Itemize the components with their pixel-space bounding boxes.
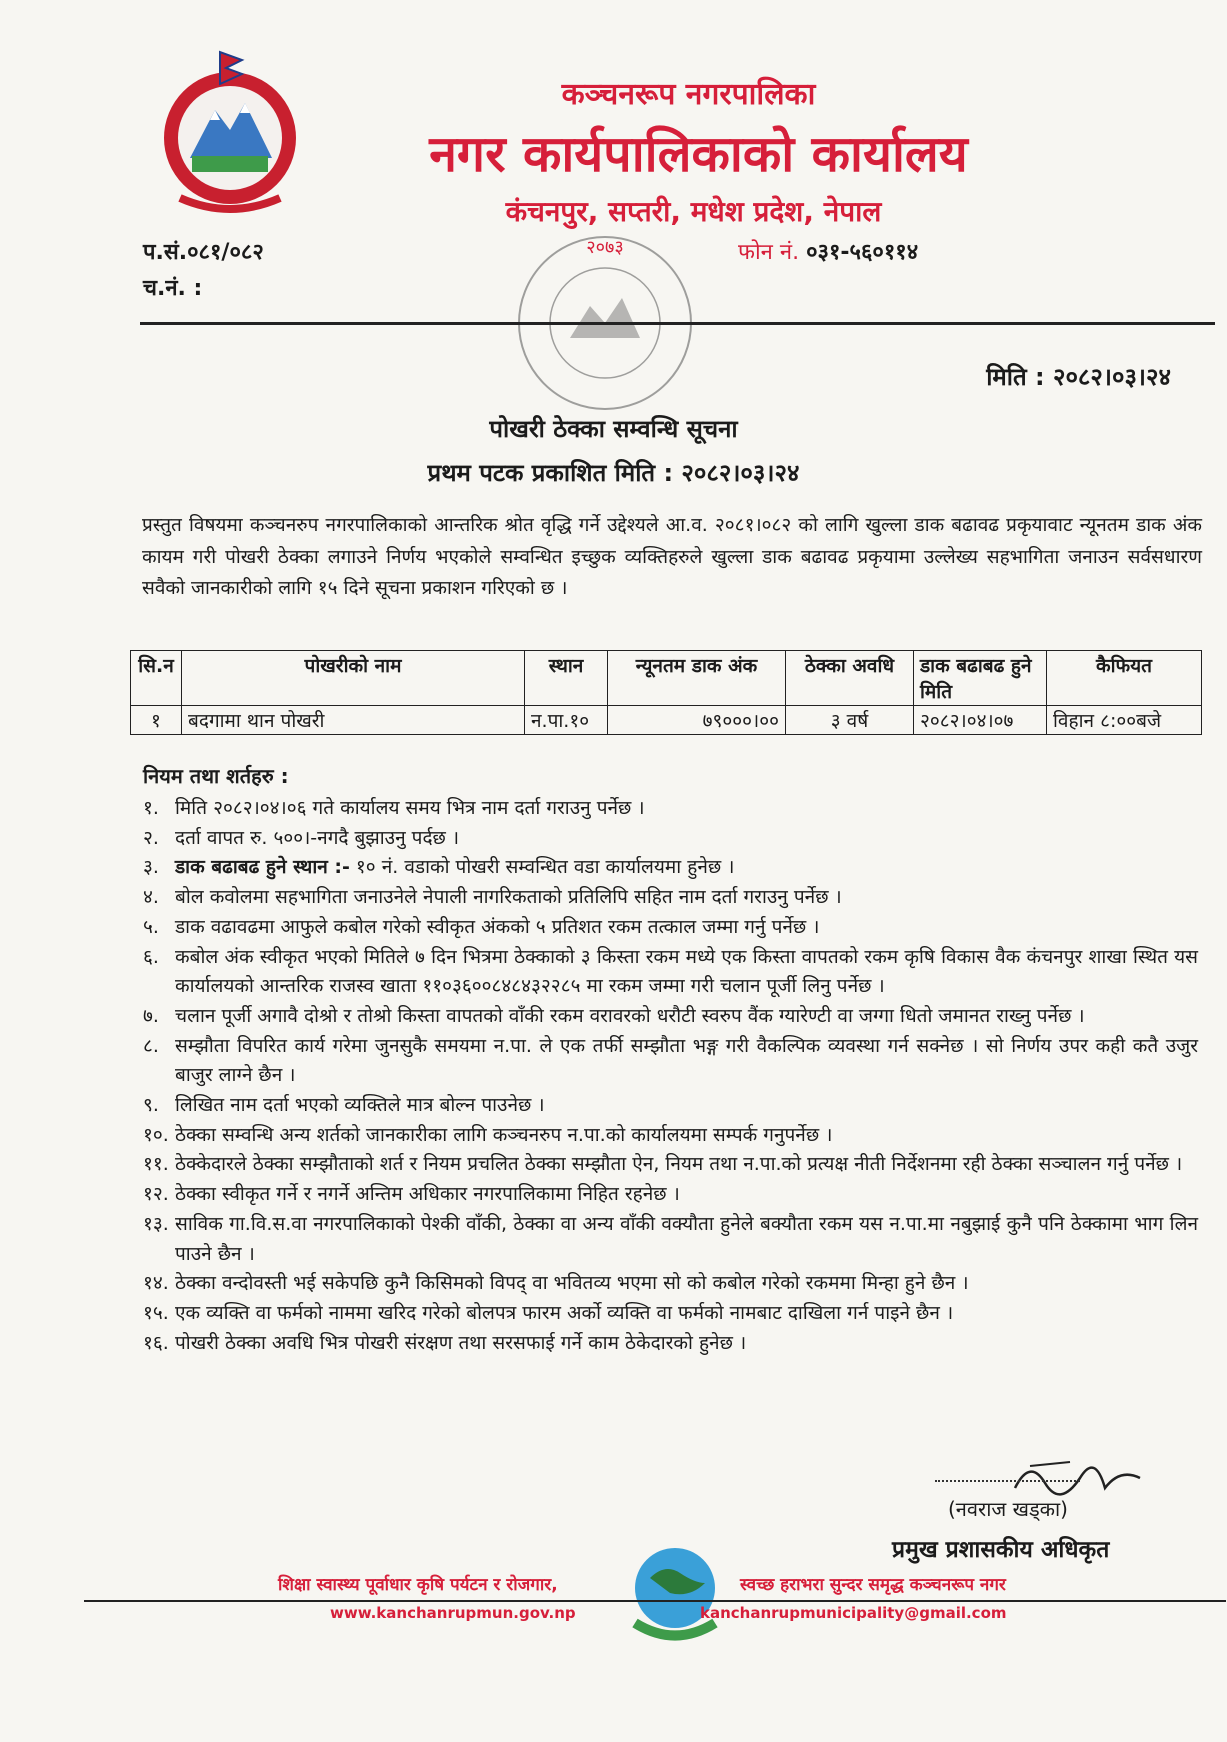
signature-line <box>935 1480 1080 1482</box>
col-auction-date: डाक बढाबढ हुने मिति <box>914 651 1047 706</box>
col-pond-name: पोखरीको नाम <box>182 651 525 706</box>
list-item: ९. लिखित नाम दर्ता भएको व्यक्तिले मात्र बोल्न पाउनेछ । <box>143 1094 545 1117</box>
list-item: ५. डाक वढावढमा आफुले कबोल गरेको स्वीकृत अंकको ५ प्रतिशत रकम तत्काल जम्मा गर्नु पर्नेछ । <box>143 915 820 938</box>
cell-remarks: विहान ८:००बजे <box>1047 706 1202 735</box>
email-link[interactable]: kanchanrupmunicipality@gmail.com <box>700 1604 1007 1622</box>
phone-line <box>738 236 918 266</box>
header-divider <box>140 322 1215 325</box>
chalani-number: च.नं. : <box>143 276 203 301</box>
cell-serial: १ <box>131 706 182 735</box>
municipality-name: कञ्चनरूप नगरपालिका <box>561 77 816 112</box>
list-item: १३. साविक गा.वि.स.वा नगरपालिकाको पेश्की वाँकी, ठेक्का वा अन्य वाँकी वक्यौता हुनेले बक्यौता रकम यस न.पा.मा नबुझाई कुनै पनि ठेक्कामा भाग लिन पाउने छैन । <box>143 1212 1198 1265</box>
col-remarks: कैफियत <box>1047 651 1202 706</box>
list-item: १६. पोखरी ठेक्का अवधि भित्र पोखरी संरक्षण तथा सरसफाई गर्ने काम ठेकेदारको हुनेछ । <box>143 1331 747 1354</box>
footer-slogan-right: स्वच्छ हराभरा सुन्दर समृद्ध कञ्चनरूप नगर <box>740 1575 1006 1595</box>
phone-number: ०३१-५६०११४ <box>806 240 919 265</box>
cell-auction-date: २०८२।०४।०७ <box>914 706 1047 735</box>
pond-contract-table <box>130 650 1202 735</box>
office-address: कंचनपुर, सप्तरी, मधेश प्रदेश, नेपाल <box>505 195 882 228</box>
office-name: नगर कार्यपालिकाको कार्यालय <box>429 125 968 183</box>
list-item: ११. ठेक्केदारले ठेक्का सम्झौताको शर्त र नियम प्रचलित ठेक्का सम्झौता ऐन, नियम तथा न.पा.को प्रत्यक्ष नीती निर्देशनमा रही ठेक्का सञ्चालन गर्नु पर्नेछ । <box>143 1153 1183 1176</box>
notice-body: प्रस्तुत विषयमा कञ्चनरुप नगरपालिकाको आन्तरिक श्रोत वृद्धि गर्ने उद्देश्यले आ.व. २०८१।०८२ को लागि खुल्ला डाक बढावढ प्रकृयावाट न्यूनतम डाक अंक कायम गरी पोखरी ठेक्का लगाउने निर्णय भएकोले सम्वन्धित इच्छुक व्यक्तिहरुले खुल्ला डाक बढावढ प्रकृयामा उल्लेख्य सहभागिता जनाउन सर्वसधारण सवैको जानकारीको लागि १५ दिने सूचना प्रकाशन गरिएको छ । <box>142 514 1202 599</box>
footer-divider <box>84 1600 1226 1602</box>
phone-label: फोन नं. <box>738 240 800 265</box>
list-item: ८. सम्झौता विपरित कार्य गरेमा जुनसुकै समयमा न.पा. ले एक तर्फी सम्झौता भङ्ग गरी वैकल्पिक व्यवस्था गर्न सक्नेछ । सो निर्णय उपर कही कतै उजुर बाजुर लाग्ने छैन । <box>143 1034 1198 1087</box>
list-item: १०. ठेक्का सम्वन्धि अन्य शर्तको जानकारीका लागि कञ्चनरुप न.पा.को कार्यालयमा सम्पर्क गनुपर्नेछ । <box>143 1123 833 1146</box>
col-location: स्थान <box>525 651 608 706</box>
list-item: ६. कबोल अंक स्वीकृत भएको मितिले ७ दिन भित्रमा ठेक्काको ३ किस्ता रकम मध्ये एक किस्ता वापतको रकम कृषि विकास वैक कंचनपुर शाखा स्थित यस कार्यालयको आन्तरिक राजस्व खाता ११०३६००८४८४३२२८५ मा रकम जम्मा गरी चलान पूर्जी लिनु पर्नेछ । <box>143 945 1198 998</box>
notice-title: पोखरी ठेक्का सम्वन्धि सूचना <box>489 415 738 443</box>
child-friendly-globe-logo <box>620 1538 730 1648</box>
col-duration: ठेक्का अवधि <box>786 651 914 706</box>
list-item: ७. चलान पूर्जी अगावै दोश्रो र तोश्रो किस्ता वापतको वाँकी रकम वरावरको धरौटी स्वरुप वैंक ग्यारेण्टी वा जग्गा धितो जमानत राख्नु पर्नेछ । <box>143 1004 1085 1027</box>
list-item: २. दर्ता वापत रु. ५००।-नगदै बुझाउनु पर्दछ । <box>143 826 460 849</box>
col-min-bid: न्यूनतम डाक अंक <box>608 651 786 706</box>
signatory-name: (नवराज खड्का) <box>948 1497 1068 1521</box>
signatory-role: प्रमुख प्रशासकीय अधिकृत <box>892 1537 1110 1563</box>
list-item: १४. ठेक्का वन्दोवस्ती भई सकेपछि कुनै किसिमको विपद् वा भवितव्य भएमा सो को कबोल गरेको रकममा मिन्हा हुने छैन । <box>143 1272 969 1295</box>
patra-sankhya: प.सं.०८१/०८२ <box>143 240 264 265</box>
cell-duration: ३ वर्ष <box>786 706 914 735</box>
table-header-row <box>131 651 1202 706</box>
list-item: ४. बोल कवोलमा सहभागिता जनाउनेले नेपाली नागरिकताको प्रतिलिपि सहित नाम दर्ता गराउनु पर्नेछ । <box>143 886 842 909</box>
rules-list <box>143 794 1198 1358</box>
list-item: १५. एक व्यक्ति वा फर्मको नाममा खरिद गरेको बोलपत्र फारम अर्को व्यक्ति वा फर्मको नामबाट दाखिला गर्न पाइने छैन । <box>143 1301 954 1324</box>
list-item: ३. डाक बढाबढ हुने स्थान :- १० नं. वडाको पोखरी सम्वन्धित वडा कार्यालयमा हुनेछ । <box>143 856 735 879</box>
col-serial: सि.न <box>131 651 182 706</box>
published-date: प्रथम पटक प्रकाशित मिति : २०८२।०३।२४ <box>427 459 800 487</box>
cell-pond-name: बदगामा थान पोखरी <box>182 706 525 735</box>
list-item: १. मिति २०८२।०४।०६ गते कार्यालय समय भित्र नाम दर्ता गराउनु पर्नेछ । <box>143 797 645 819</box>
table-row <box>131 706 1202 735</box>
seal-year: २०७३ <box>586 237 624 258</box>
rules-heading: नियम तथा शर्तहरु : <box>143 764 289 788</box>
cell-location: न.पा.१० <box>525 706 608 735</box>
footer-slogan-left: शिक्षा स्वास्थ्य पूर्वाधार कृषि पर्यटन र रोजगार, <box>278 1575 558 1595</box>
cell-min-bid: ७९०००।०० <box>608 706 786 735</box>
notice-date: मिति : २०८२।०३।२४ <box>986 363 1171 391</box>
list-item: १२. ठेक्का स्वीकृत गर्ने र नगर्ने अन्तिम अधिकार नगरपालिकामा निहित रहनेछ । <box>143 1183 680 1206</box>
website-link[interactable]: www.kanchanrupmun.gov.np <box>330 1604 576 1622</box>
